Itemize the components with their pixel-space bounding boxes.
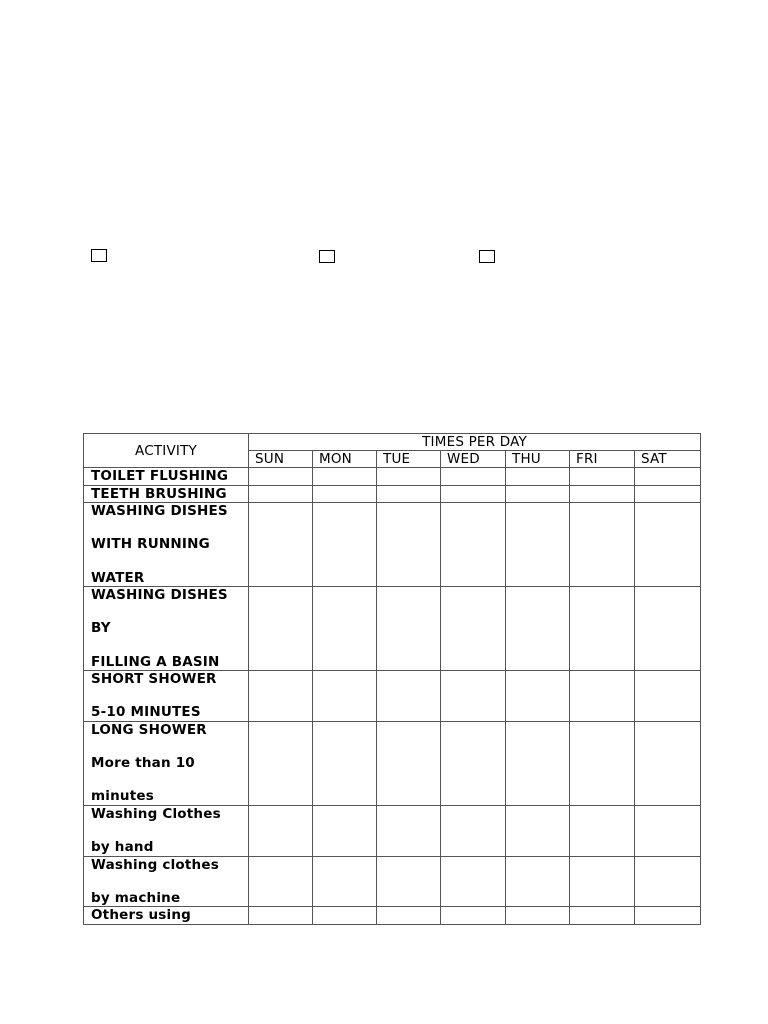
entry-cell-tue[interactable] (377, 856, 441, 907)
entry-cell-thu[interactable] (506, 721, 570, 805)
entry-cell-mon[interactable] (313, 503, 377, 587)
day-header-fri: FRI (570, 451, 635, 468)
times-per-day-header: TIMES PER DAY (249, 434, 701, 451)
entry-cell-sat[interactable] (635, 856, 701, 907)
table-row (84, 721, 701, 805)
table-row (84, 587, 701, 671)
entry-cell-sat[interactable] (635, 503, 701, 587)
entry-cell-fri[interactable] (570, 856, 635, 907)
entry-cell-sun[interactable] (249, 805, 313, 856)
entry-cell-sat[interactable] (635, 587, 701, 671)
entry-cell-mon[interactable] (313, 587, 377, 671)
entry-cell-sun[interactable] (249, 721, 313, 805)
entry-cell-sun[interactable] (249, 468, 313, 486)
table-row (84, 671, 701, 722)
activity-label: Washing clothes by machine (84, 856, 249, 907)
entry-cell-thu[interactable] (506, 856, 570, 907)
entry-cell-fri[interactable] (570, 907, 635, 925)
entry-cell-wed[interactable] (441, 587, 506, 671)
entry-cell-sun[interactable] (249, 907, 313, 925)
table-row (84, 805, 701, 856)
day-header-thu: THU (506, 451, 570, 468)
table-row (84, 907, 701, 925)
entry-cell-thu[interactable] (506, 587, 570, 671)
entry-cell-tue[interactable] (377, 721, 441, 805)
entry-cell-fri[interactable] (570, 721, 635, 805)
entry-cell-sun[interactable] (249, 856, 313, 907)
entry-cell-fri[interactable] (570, 671, 635, 722)
activity-label: Others using (84, 907, 249, 925)
activity-header: ACTIVITY (84, 434, 249, 468)
checkbox-2[interactable] (319, 250, 335, 263)
water-usage-table (83, 433, 701, 925)
entry-cell-sun[interactable] (249, 485, 313, 503)
entry-cell-mon[interactable] (313, 671, 377, 722)
activity-label: SHORT SHOWER 5-10 MINUTES (84, 671, 249, 722)
entry-cell-sat[interactable] (635, 907, 701, 925)
entry-cell-sat[interactable] (635, 485, 701, 503)
entry-cell-thu[interactable] (506, 468, 570, 486)
entry-cell-wed[interactable] (441, 503, 506, 587)
entry-cell-tue[interactable] (377, 805, 441, 856)
entry-cell-mon[interactable] (313, 485, 377, 503)
entry-cell-mon[interactable] (313, 721, 377, 805)
activity-label: LONG SHOWER More than 10 minutes (84, 721, 249, 805)
entry-cell-wed[interactable] (441, 856, 506, 907)
entry-cell-thu[interactable] (506, 503, 570, 587)
day-header-wed: WED (441, 451, 506, 468)
entry-cell-mon[interactable] (313, 468, 377, 486)
entry-cell-tue[interactable] (377, 468, 441, 486)
entry-cell-sat[interactable] (635, 468, 701, 486)
entry-cell-tue[interactable] (377, 587, 441, 671)
day-header-mon: MON (313, 451, 377, 468)
activity-label: TOILET FLUSHING (84, 468, 249, 486)
day-header-sun: SUN (249, 451, 313, 468)
entry-cell-fri[interactable] (570, 587, 635, 671)
table-row (84, 485, 701, 503)
checkbox-3[interactable] (479, 250, 495, 263)
activity-label: TEETH BRUSHING (84, 485, 249, 503)
activity-label: WASHING DISHES BY FILLING A BASIN (84, 587, 249, 671)
activity-label: WASHING DISHES WITH RUNNING WATER (84, 503, 249, 587)
entry-cell-sat[interactable] (635, 671, 701, 722)
entry-cell-fri[interactable] (570, 485, 635, 503)
entry-cell-thu[interactable] (506, 485, 570, 503)
entry-cell-fri[interactable] (570, 805, 635, 856)
entry-cell-wed[interactable] (441, 721, 506, 805)
entry-cell-fri[interactable] (570, 503, 635, 587)
entry-cell-wed[interactable] (441, 671, 506, 722)
entry-cell-thu[interactable] (506, 671, 570, 722)
entry-cell-wed[interactable] (441, 485, 506, 503)
entry-cell-sun[interactable] (249, 503, 313, 587)
entry-cell-tue[interactable] (377, 671, 441, 722)
entry-cell-sat[interactable] (635, 805, 701, 856)
entry-cell-wed[interactable] (441, 805, 506, 856)
entry-cell-wed[interactable] (441, 468, 506, 486)
entry-cell-mon[interactable] (313, 856, 377, 907)
entry-cell-tue[interactable] (377, 485, 441, 503)
day-header-sat: SAT (635, 451, 701, 468)
entry-cell-sun[interactable] (249, 671, 313, 722)
entry-cell-thu[interactable] (506, 805, 570, 856)
day-header-tue: TUE (377, 451, 441, 468)
entry-cell-mon[interactable] (313, 805, 377, 856)
entry-cell-sat[interactable] (635, 721, 701, 805)
activity-label: Washing Clothes by hand (84, 805, 249, 856)
entry-cell-fri[interactable] (570, 468, 635, 486)
table-row (84, 468, 701, 486)
checkbox-1[interactable] (91, 249, 107, 262)
entry-cell-thu[interactable] (506, 907, 570, 925)
table-row (84, 503, 701, 587)
entry-cell-wed[interactable] (441, 907, 506, 925)
entry-cell-tue[interactable] (377, 503, 441, 587)
table-row (84, 856, 701, 907)
entry-cell-mon[interactable] (313, 907, 377, 925)
entry-cell-sun[interactable] (249, 587, 313, 671)
entry-cell-tue[interactable] (377, 907, 441, 925)
